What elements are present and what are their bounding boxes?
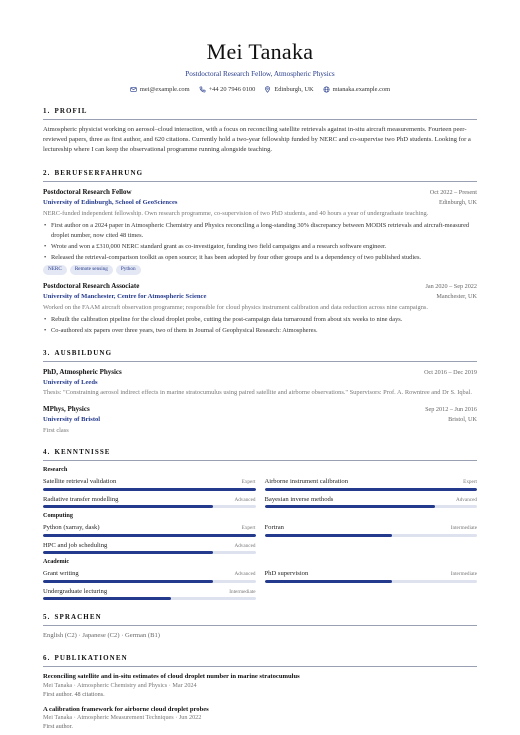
- website-text: mtanaka.example.com: [332, 85, 391, 93]
- publication-title: Reconciling satellite and in-situ estimates of cloud droplet number in marine stratocumulus: [43, 673, 300, 681]
- publication-entry: [43, 705, 477, 733]
- skill-level-bar-fill: [43, 580, 213, 583]
- skill-level: Advanced: [234, 542, 256, 549]
- skill-level: Intermediate: [450, 571, 477, 578]
- skill-item: [43, 587, 256, 601]
- skill-item: [43, 541, 256, 555]
- skill-level-bar: [43, 505, 256, 508]
- skill-level: Advanced: [234, 571, 256, 578]
- skill-level-bar-fill: [43, 505, 213, 508]
- candidate-name: Mei Tanaka: [206, 39, 314, 64]
- section-heading: [43, 447, 477, 461]
- section-title: AUSBILDUNG: [54, 348, 113, 357]
- section-publications: [43, 653, 477, 732]
- skill-name: Airborne instrument calibration: [264, 478, 348, 486]
- publication-meta: Mei Tanaka · Atmospheric Measurement Techniques · Jun 2022: [43, 714, 202, 722]
- skill-level: Advanced: [234, 496, 256, 503]
- contact-phone[interactable]: [199, 85, 256, 94]
- section-heading: [43, 612, 477, 626]
- skill-tag: Remote sensing: [70, 265, 113, 275]
- job-description: NERC-funded independent fellowship. Own research programme, co-supervision of two PhD students, and 40 hours a year of undergraduate teaching.: [43, 209, 429, 217]
- skill-group-label: Computing: [43, 512, 73, 520]
- skill-item: [265, 495, 478, 509]
- job-bullet: • Wrote and won a £310,000 NERC standard grant as co-investigator, funding two field campaigns and a research software engineer.: [43, 242, 477, 252]
- experience-entry: [43, 281, 477, 336]
- skill-level-bar: [265, 534, 478, 537]
- job-bullets: [43, 315, 477, 336]
- publication-entry: [43, 672, 477, 700]
- section-education: [43, 348, 477, 435]
- skills-body: [43, 466, 477, 600]
- skill-name: Python (xarray, dask): [43, 524, 100, 532]
- job-bullets: [43, 221, 477, 263]
- job-description: Worked on the FAAM aircraft observation programme; responsible for cloud physics instrument calibration and data reduction across nine campaigns.: [43, 303, 429, 311]
- degree-title: PhD, Atmospheric Physics: [43, 367, 122, 376]
- education-entry: [43, 367, 477, 398]
- skill-name: Undergraduate lecturing: [43, 587, 108, 595]
- skill-item: [43, 523, 256, 537]
- section-heading: [43, 348, 477, 362]
- languages-list: English (C2) · Japanese (C2) · German (B1): [43, 632, 161, 640]
- skill-level-bar: [265, 505, 478, 508]
- publication-note: First author. 48 citations.: [43, 690, 105, 698]
- section-heading: [43, 106, 477, 120]
- resume-header: [43, 40, 477, 94]
- section-number: 1.: [43, 106, 51, 115]
- section-number: 3.: [43, 348, 51, 357]
- education-entry: [43, 404, 477, 435]
- skill-tag: NERC: [43, 265, 67, 275]
- job-location: Manchester, UK: [436, 292, 477, 300]
- skill-level-bar-fill: [43, 551, 213, 554]
- skill-item: [265, 477, 478, 491]
- skill-level-bar: [43, 551, 256, 554]
- skill-level-bar: [43, 597, 256, 600]
- section-number: 6.: [43, 653, 51, 662]
- skill-level-bar-fill: [265, 488, 478, 491]
- degree-institution: University of Bristol: [43, 415, 101, 423]
- degree-institution: University of Leeds: [43, 378, 98, 386]
- degree-location: Bristol, UK: [448, 415, 477, 423]
- phone-icon: [199, 86, 206, 93]
- skill-level-bar: [43, 488, 256, 491]
- skill-level-bar-fill: [265, 580, 393, 583]
- publication-meta: Mei Tanaka · Atmospheric Chemistry and Physics · Mar 2024: [43, 681, 197, 689]
- contact-email[interactable]: [130, 85, 190, 94]
- email-text: mei@example.com: [139, 85, 190, 93]
- skill-group-label: Research: [43, 466, 68, 474]
- skill-level: Intermediate: [450, 525, 477, 532]
- skill-item: [265, 569, 478, 583]
- skill-level-bar: [265, 580, 478, 583]
- skill-level-bar-fill: [265, 505, 435, 508]
- skill-item: [43, 569, 256, 583]
- skill-name: PhD supervision: [264, 570, 309, 578]
- section-number: 2.: [43, 168, 51, 177]
- profile-summary: Atmospheric physicist working on aerosol–cloud interaction, with a focus on reconciling satellite retrievals against in-situ aircraft measurements. Fourteen peer-reviewed papers, three as first author, and 620 citations. Currently hold a two-year fellowship funded by NERC and co-supervise two PhD students. Looking for a lectureship where I can keep the observational programme running alongside teaching.: [43, 126, 471, 154]
- section-title: BERUFSERFAHRUNG: [54, 168, 144, 177]
- skill-level-bar-fill: [265, 534, 393, 537]
- job-date: Jan 2020 – Sep 2022: [425, 282, 477, 290]
- section-number: 5.: [43, 613, 51, 622]
- publication-title: A calibration framework for airborne cloud droplet probes: [43, 705, 209, 713]
- experience-entry: [43, 187, 477, 275]
- globe-icon: [323, 86, 330, 93]
- section-heading: [43, 168, 477, 182]
- skill-name: Bayesian inverse methods: [264, 495, 334, 503]
- skill-item: [43, 477, 256, 491]
- skill-name: HPC and job scheduling: [43, 541, 108, 549]
- job-organization: University of Manchester, Centre for Atmospheric Science: [43, 292, 207, 300]
- section-skills: [43, 447, 477, 600]
- skill-group-label: Academic: [43, 558, 70, 566]
- envelope-icon: [130, 86, 137, 93]
- contact-website[interactable]: [323, 85, 391, 94]
- skill-tag: Python: [116, 265, 141, 275]
- publication-note: First author.: [43, 723, 73, 731]
- phone-text: +44 20 7946 0100: [208, 85, 256, 93]
- skill-level-bar: [43, 580, 256, 583]
- skill-level: Advanced: [455, 496, 477, 503]
- job-bullet: • Released the retrieval-comparison toolkit as open source; it has been adopted by four other groups and is a dependency of two published studies.: [43, 253, 477, 263]
- skill-level-bar: [43, 534, 256, 537]
- section-title: SPRACHEN: [54, 613, 102, 622]
- skill-level-bar-fill: [43, 597, 171, 600]
- candidate-headline: Postdoctoral Research Fellow, Atmospheric Physics: [185, 70, 335, 79]
- degree-date: Oct 2016 – Dec 2019: [424, 368, 477, 376]
- contact-location: [264, 85, 313, 94]
- skill-level-bar-fill: [43, 534, 256, 537]
- section-languages: [43, 612, 477, 641]
- section-title: KENNTNISSE: [54, 447, 111, 456]
- skill-item: [265, 523, 478, 537]
- skill-item: [43, 495, 256, 509]
- skill-level: Expert: [241, 479, 256, 486]
- job-date: Oct 2022 – Present: [429, 188, 477, 196]
- degree-title: MPhys, Physics: [43, 404, 90, 413]
- degree-note: Thesis: "Constraining aerosol indirect effects in marine stratocumulus using paired satellite and airborne observations." Supervisors: Prof. A. Rowntree and Dr S. Iqbal.: [43, 389, 472, 397]
- job-bullet: • Rebuilt the calibration pipeline for the cloud droplet probe, cutting the post-campaign data turnaround from about six weeks to nine days.: [43, 315, 477, 325]
- degree-date: Sep 2012 – Jun 2016: [425, 405, 477, 413]
- job-bullet: • First author on a 2024 paper in Atmospheric Chemistry and Physics reconciling a long-standing 30% discrepancy between MODIS retrievals and aircraft-measured droplet number, now cited 48 times.: [43, 221, 477, 241]
- job-location: Edinburgh, UK: [438, 198, 477, 206]
- section-profile: [43, 106, 477, 156]
- location-text: Edinburgh, UK: [274, 85, 314, 93]
- section-number: 4.: [43, 447, 51, 456]
- skill-grid: [43, 569, 477, 600]
- skill-level-bar-fill: [43, 488, 256, 491]
- section-title: PROFIL: [54, 106, 88, 115]
- skill-level: Intermediate: [229, 588, 256, 595]
- skill-grid: [43, 523, 477, 554]
- job-bullet: • Co-authored six papers over three years, two of them in Journal of Geophysical Research: Atmospheres.: [43, 326, 477, 336]
- skill-level-bar: [265, 488, 478, 491]
- map-pin-icon: [264, 86, 271, 93]
- skill-name: Radiative transfer modelling: [43, 495, 119, 503]
- degree-note: First class: [43, 426, 69, 434]
- skill-grid: [43, 477, 477, 508]
- section-heading: [43, 653, 477, 667]
- section-experience: [43, 168, 477, 336]
- skill-name: Grant writing: [43, 570, 79, 578]
- job-tags: [43, 265, 477, 275]
- job-organization: University of Edinburgh, School of GeoSciences: [43, 198, 178, 206]
- section-title: PUBLIKATIONEN: [54, 653, 128, 662]
- job-title: Postdoctoral Research Fellow: [43, 187, 132, 196]
- contact-row: [43, 85, 477, 94]
- job-title: Postdoctoral Research Associate: [43, 281, 140, 290]
- skill-level: Expert: [241, 525, 256, 532]
- skill-name: Fortran: [264, 524, 284, 532]
- skill-level: Expert: [463, 479, 477, 486]
- skill-name: Satellite retrieval validation: [43, 478, 117, 486]
